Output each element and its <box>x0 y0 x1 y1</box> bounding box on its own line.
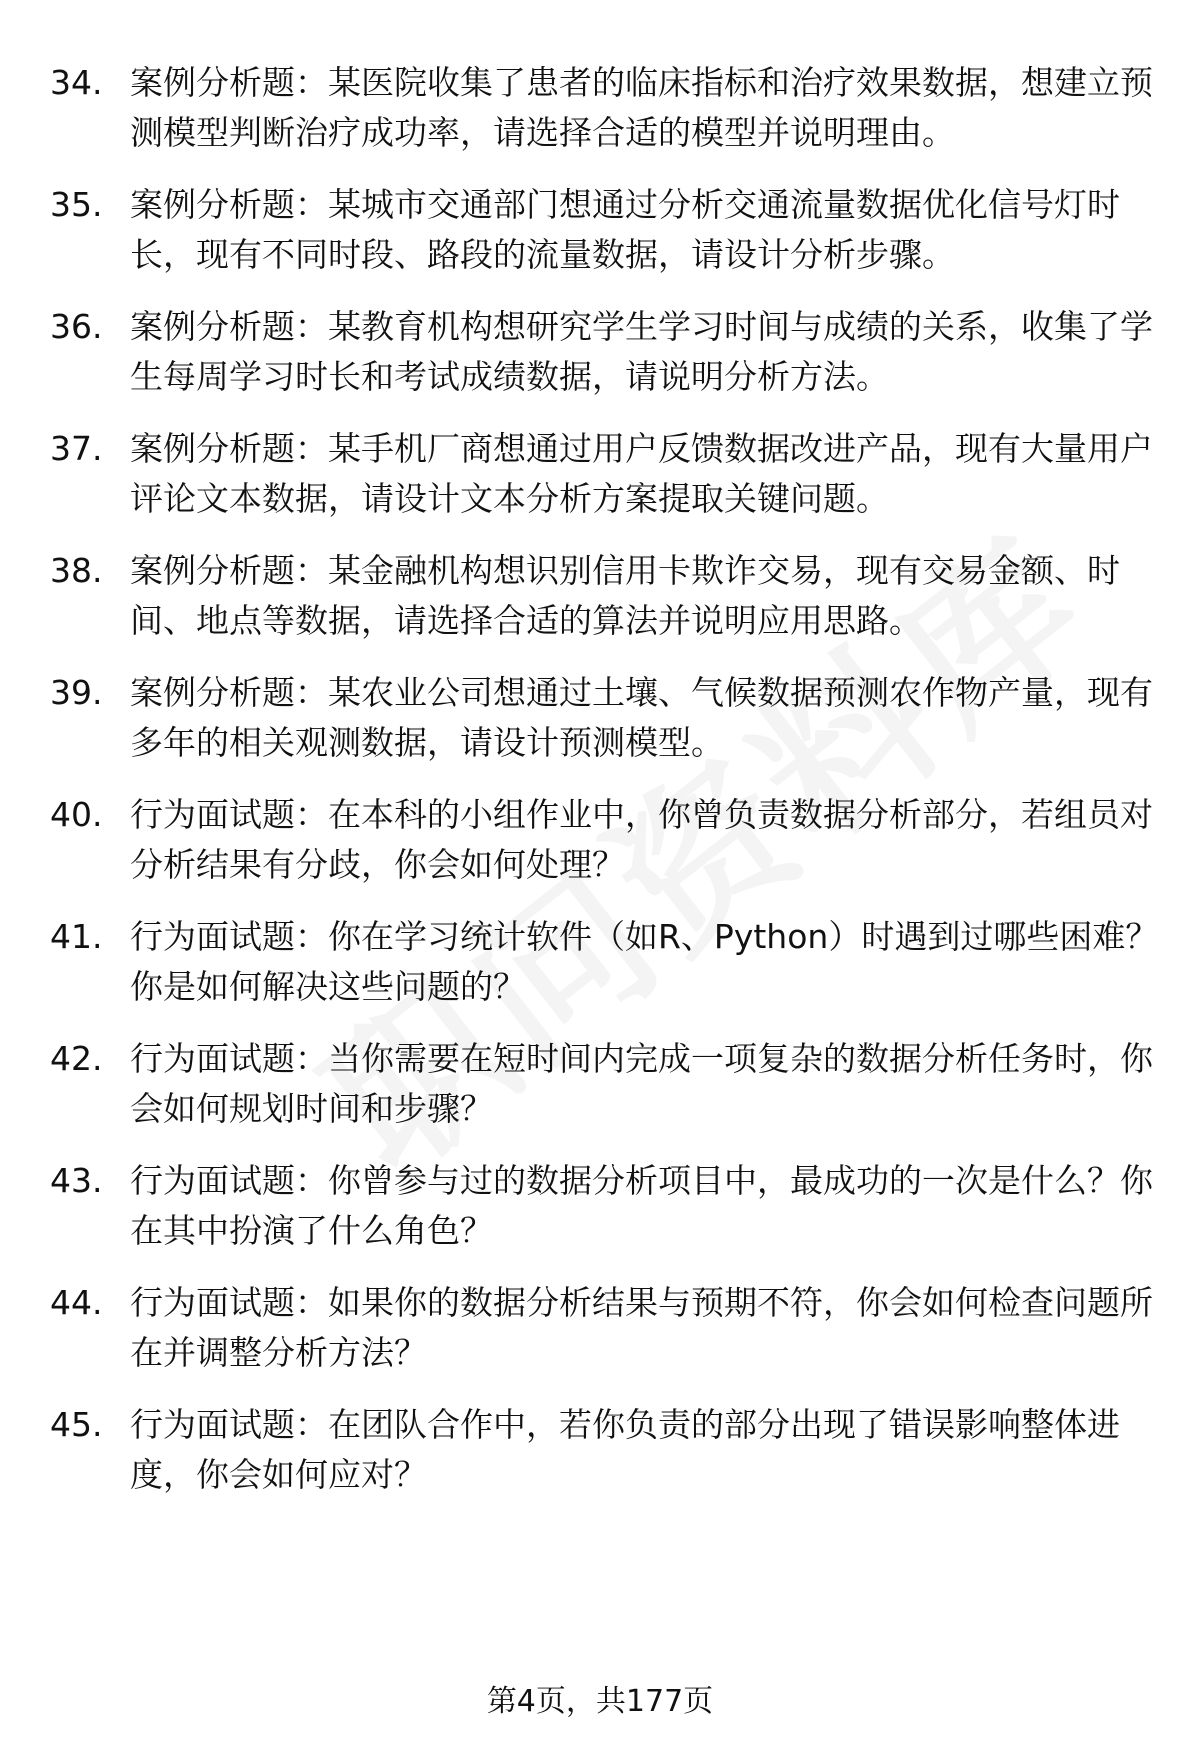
question-number: 35. <box>50 185 103 224</box>
question-item <box>50 180 1160 302</box>
question-number: 41. <box>50 917 103 956</box>
page-footer: 第4页，共177页 <box>486 1684 714 1719</box>
question-item <box>50 790 1160 912</box>
question-item <box>50 546 1160 668</box>
question-text: 案例分析题：某教育机构想研究学生学习时间与成绩的关系，收集了学生每周学习时长和考试成绩数据，请说明分析方法。 <box>130 307 1153 396</box>
question-text: 案例分析题：某城市交通部门想通过分析交通流量数据优化信号灯时长，现有不同时段、路段的流量数据，请设计分析步骤。 <box>130 185 1120 274</box>
question-number: 34. <box>50 63 103 102</box>
question-text: 案例分析题：某医院收集了患者的临床指标和治疗效果数据，想建立预测模型判断治疗成功率，请选择合适的模型并说明理由。 <box>130 63 1153 152</box>
question-list <box>50 58 1160 1522</box>
question-text: 行为面试题：在本科的小组作业中，你曾负责数据分析部分，若组员对分析结果有分歧，你会如何处理？ <box>130 795 1153 884</box>
question-number: 43. <box>50 1161 103 1200</box>
question-item <box>50 58 1160 180</box>
question-item <box>50 1034 1160 1156</box>
question-item <box>50 424 1160 546</box>
question-number: 40. <box>50 795 103 834</box>
question-text: 案例分析题：某农业公司想通过土壤、气候数据预测农作物产量，现有多年的相关观测数据，请设计预测模型。 <box>130 673 1153 762</box>
question-item <box>50 1400 1160 1522</box>
question-text: 行为面试题：你在学习统计软件（如R、Python）时遇到过哪些困难？你是如何解决这些问题的？ <box>130 917 1159 1006</box>
question-item <box>50 302 1160 424</box>
question-text: 行为面试题：你曾参与过的数据分析项目中，最成功的一次是什么？你在其中扮演了什么角色？ <box>130 1161 1153 1250</box>
question-text: 案例分析题：某金融机构想识别信用卡欺诈交易，现有交易金额、时间、地点等数据，请选择合适的算法并说明应用思路。 <box>130 551 1120 640</box>
question-item <box>50 912 1160 1034</box>
question-item <box>50 1278 1160 1400</box>
question-number: 44. <box>50 1283 103 1322</box>
question-text: 案例分析题：某手机厂商想通过用户反馈数据改进产品，现有大量用户评论文本数据，请设计文本分析方案提取关键问题。 <box>130 429 1153 518</box>
question-text: 行为面试题：在团队合作中，若你负责的部分出现了错误影响整体进度，你会如何应对？ <box>130 1405 1120 1494</box>
question-text: 行为面试题：当你需要在短时间内完成一项复杂的数据分析任务时，你会如何规划时间和步骤？ <box>130 1039 1153 1128</box>
question-item <box>50 1156 1160 1278</box>
question-text: 行为面试题：如果你的数据分析结果与预期不符，你会如何检查问题所在并调整分析方法？ <box>130 1283 1153 1372</box>
question-number: 42. <box>50 1039 103 1078</box>
question-number: 45. <box>50 1405 103 1444</box>
question-number: 39. <box>50 673 103 712</box>
question-item <box>50 668 1160 790</box>
question-number: 38. <box>50 551 103 590</box>
question-number: 37. <box>50 429 103 468</box>
question-number: 36. <box>50 307 103 346</box>
